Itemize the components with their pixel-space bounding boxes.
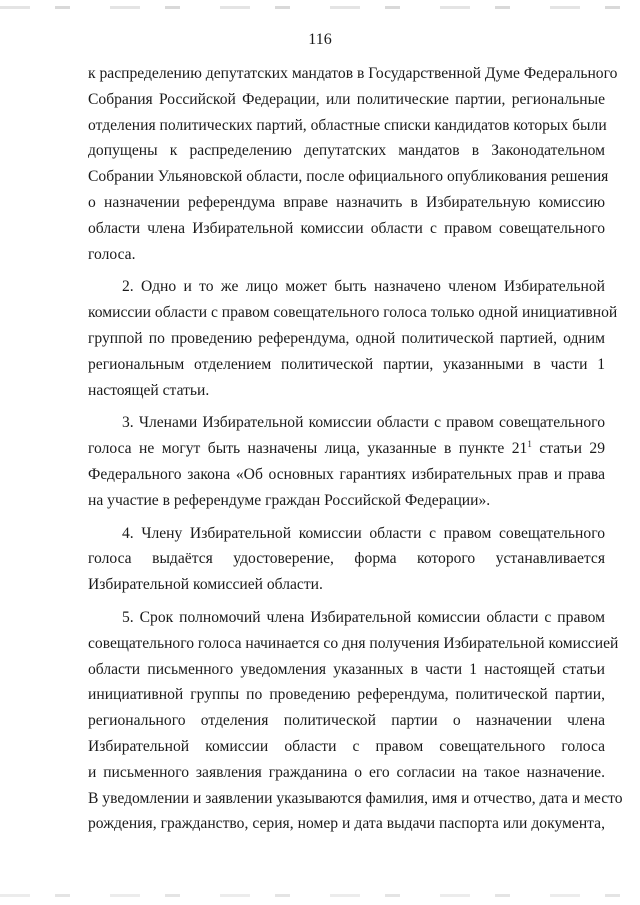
text-line: 3. Членами Избирательной комиссии области с правом совещательного [122, 414, 605, 432]
text-line: регионального отделения политической партии о назначении члена [88, 712, 605, 730]
text-line: группой по проведению референдума, одной политической партией, одним [88, 329, 605, 347]
text-line-part: голоса не могут быть назначены лица, указанные в пункте 21 [88, 440, 528, 458]
text-line: Собрании Ульяновской области, после официального опубликования решения [88, 168, 609, 186]
paragraph-4 [88, 521, 605, 598]
text-line: области члена Избирательной комиссии области с правом совещательного [88, 219, 605, 237]
text-line: о назначении референдума вправе назначить в Избирательную комиссию [88, 193, 605, 211]
text-line: рождения, гражданство, серия, номер и дата выдачи паспорта или документа, [88, 815, 605, 833]
page-number: 116 [308, 31, 332, 48]
document-body [88, 61, 623, 837]
text-line: комиссии области с правом совещательного голоса только одной инициативной [88, 304, 618, 322]
paragraph-1-continued [88, 61, 618, 267]
text-line: на участие в референдуме граждан Российской Федерации». [88, 491, 491, 509]
text-line: голоса. [88, 245, 136, 263]
paragraph-3 [88, 410, 605, 513]
text-line: и письменного заявления гражданина о его согласии на такое назначение. [88, 763, 605, 781]
text-line: Избирательной комиссии области с правом совещательного голоса [88, 737, 605, 755]
text-line: области письменного уведомления указанных в части 1 настоящей статьи [88, 660, 605, 678]
text-line: Собрания Российской Федерации, или политические партии, региональные [88, 90, 605, 108]
text-line: совещательного голоса начинается со дня получения Избирательной комиссией [88, 634, 619, 652]
scan-edge-bottom [0, 894, 640, 897]
text-line: В уведомлении и заявлении указываются фамилия, имя и отчество, дата и место [88, 789, 623, 807]
footnote-superscript: 1 [527, 439, 532, 450]
text-line: голоса выдаётся удостоверение, форма которого устанавливается [88, 550, 605, 568]
text-line: к распределению депутатских мандатов в Государственной Думе Федерального [88, 65, 618, 82]
paragraph-2 [88, 274, 618, 403]
paragraph-5 [88, 605, 623, 837]
scan-edge-top [0, 6, 640, 9]
text-line: допущены к распределению депутатских мандатов в Законодательном [88, 142, 605, 160]
text-line: 2. Одно и то же лицо может быть назначено членом Избирательной [122, 278, 605, 296]
text-line: 4. Члену Избирательной комиссии области с правом совещательного [122, 524, 605, 542]
text-line: 5. Срок полномочий члена Избирательной комиссии области с правом [122, 608, 605, 626]
text-line: Федерального закона «Об основных гарантиях избирательных прав и права [88, 465, 605, 483]
text-line-part: статьи 29 [531, 440, 606, 458]
text-line: Избирательной комиссией области. [88, 576, 323, 594]
text-line: региональным отделением политической партии, указанными в части 1 [88, 355, 605, 373]
text-line: настоящей статьи. [88, 381, 210, 399]
text-line [88, 436, 605, 462]
text-line: отделения политических партий, областные списки кандидатов которых были [88, 116, 607, 134]
text-line: инициативной группы по проведению референдума, политической партии, [88, 686, 605, 704]
